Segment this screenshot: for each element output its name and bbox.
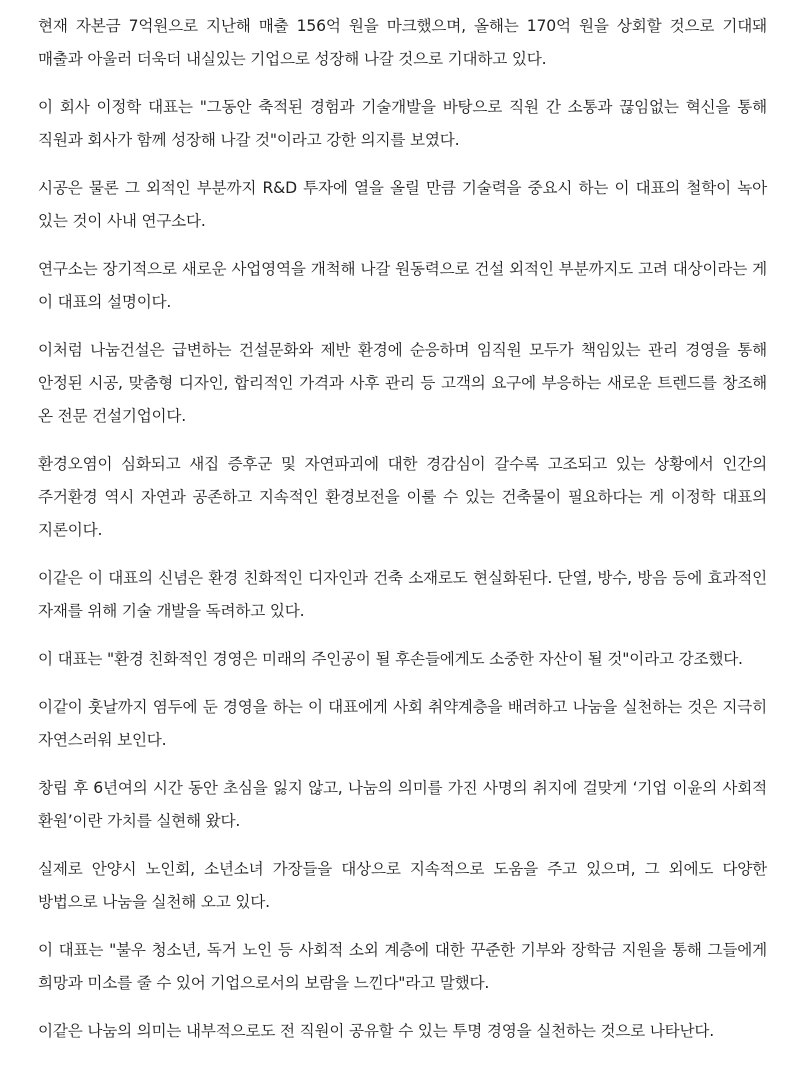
article-paragraph: 이같은 이 대표의 신념은 환경 친화적인 디자인과 건축 소재로도 현실화된다. 단열, 방수, 방음 등에 효과적인 자재를 위해 기술 개발을 독려하고 있다. <box>38 569 767 620</box>
article-paragraph: 창립 후 6년여의 시간 동안 초심을 잃지 않고, 나눔의 의미를 가진 사명의 취지에 걸맞게 ‘기업 이윤의 사회적 환원’이란 가치를 실현해 왔다. <box>38 779 767 830</box>
article-paragraph: 이처럼 나눔건설은 급변하는 건설문화와 제반 환경에 순응하며 임직원 모두가 책임있는 관리 경영을 통해 안정된 시공, 맞춤형 디자인, 합리적인 가격과 사후 관리 등 고객의 요구에 부응하는 새로운 트렌드를 창조해 온 전문 건설기업이다. <box>38 341 767 425</box>
article-paragraph: 이 대표는 "불우 청소년, 독거 노인 등 사회적 소외 계층에 대한 꾸준한 기부와 장학금 지원을 통해 그들에게 희망과 미소를 줄 수 있어 기업으로서의 보람을 느낀다"라고 말했다. <box>38 941 767 992</box>
article-paragraph: 시공은 물론 그 외적인 부분까지 R&D 투자에 열을 올릴 만큼 기술력을 중요시 하는 이 대표의 철학이 녹아 있는 것이 사내 연구소다. <box>38 179 767 230</box>
article-paragraph: 연구소는 장기적으로 새로운 사업영역을 개척해 나갈 원동력으로 건설 외적인 부분까지도 고려 대상이라는 게 이 대표의 설명이다. <box>38 260 767 311</box>
article-paragraph: 이 대표는 "환경 친화적인 경영은 미래의 주인공이 될 후손들에게도 소중한 자산이 될 것"이라고 강조했다. <box>38 650 743 668</box>
article-paragraph: 이같은 나눔의 의미는 내부적으로도 전 직원이 공유할 수 있는 투명 경영을 실천하는 것으로 나타난다. <box>38 1022 715 1040</box>
article-paragraph: 현재 자본금 7억원으로 지난해 매출 156억 원을 마크했으며, 올해는 170억 원을 상회할 것으로 기대돼 매출과 아울러 더욱더 내실있는 기업으로 성장해 나갈 것으로 기대하고 있다. <box>38 17 767 68</box>
article-paragraph: 환경오염이 심화되고 새집 증후군 및 자연파괴에 대한 경감심이 갈수록 고조되고 있는 상황에서 인간의 주거환경 역시 자연과 공존하고 지속적인 환경보전을 이룰 수 있는 건축물이 필요하다는 게 이정학 대표의 지론이다. <box>38 455 767 539</box>
article-paragraph: 실제로 안양시 노인회, 소년소녀 가장들을 대상으로 지속적으로 도움을 주고 있으며, 그 외에도 다양한 방법으로 나눔을 실천해 오고 있다. <box>38 860 767 911</box>
article-paragraph: 이 회사 이정학 대표는 "그동안 축적된 경험과 기술개발을 바탕으로 직원 간 소통과 끊임없는 혁신을 통해 직원과 회사가 함께 성장해 나갈 것"이라고 강한 의지를 보였다. <box>38 98 767 149</box>
article-paragraph: 이같이 훗날까지 염두에 둔 경영을 하는 이 대표에게 사회 취약계층을 배려하고 나눔을 실천하는 것은 지극히 자연스러워 보인다. <box>38 698 767 749</box>
